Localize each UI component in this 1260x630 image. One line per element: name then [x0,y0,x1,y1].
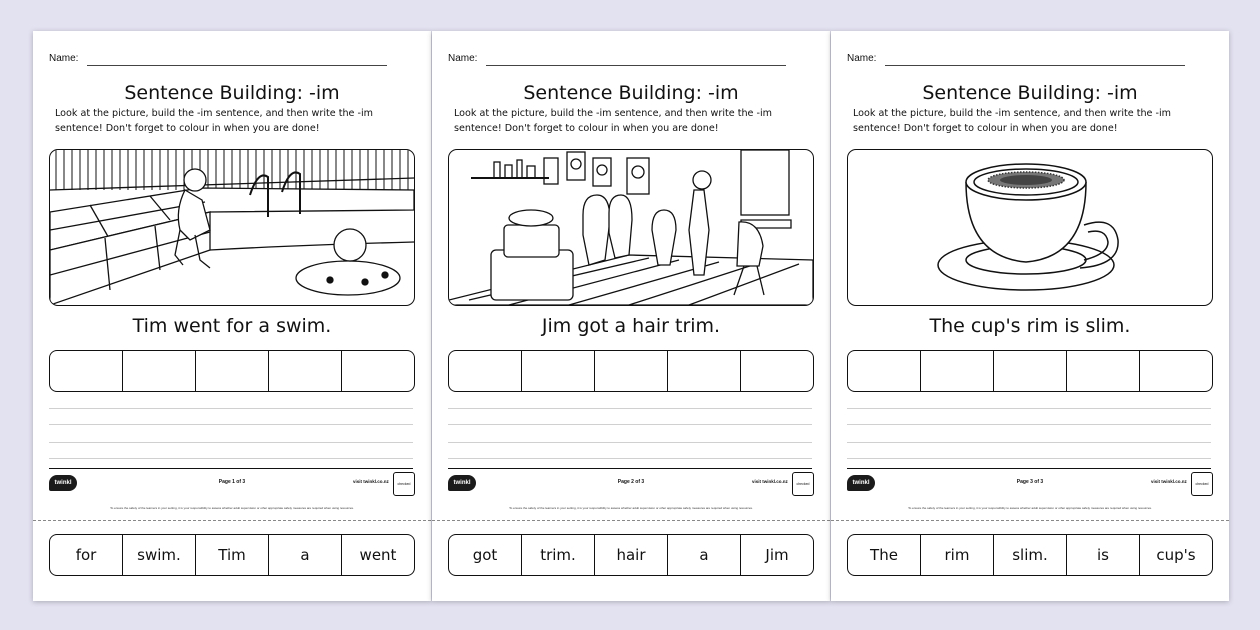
target-sentence: The cup's rim is slim. [929,315,1131,337]
writing-line[interactable] [448,408,812,409]
target-sentence: Tim went for a swim. [132,315,332,337]
twinkl-logo: twinkl [49,475,77,491]
target-sentence: Jim got a hair trim. [541,315,721,337]
writing-line[interactable] [49,424,413,425]
footer-divider [49,468,413,469]
page-number: Page 3 of 3 [1016,479,1044,485]
twinkl-logo: twinkl [847,475,875,491]
name-label: Name: [847,53,877,64]
word-card[interactable]: The [848,535,921,575]
cut-line [33,520,431,521]
sentence-build-boxes [448,350,814,392]
worksheet-page-1 [33,31,431,601]
pool-picture [49,149,415,306]
twinkl-logo: twinkl [448,475,476,491]
worksheet-title: Sentence Building: -im [523,82,739,104]
word-card[interactable]: a [269,535,342,575]
checked-badge: checked [1191,472,1213,496]
worksheet-title: Sentence Building: -im [922,82,1138,104]
checked-badge: checked [792,472,814,496]
word-card[interactable]: a [668,535,741,575]
visit-link[interactable]: visit twinkl.co.nz [752,479,788,484]
build-box[interactable] [196,351,269,391]
page-number: Page 2 of 3 [617,479,645,485]
writing-line[interactable] [847,424,1211,425]
writing-line[interactable] [847,408,1211,409]
safety-disclaimer: To ensure the safety of the learners in your setting, it is your responsibility to assess whether adult supervision or other appropriate safety measures are required when using resources. [110,506,354,510]
build-box[interactable] [668,351,741,391]
sentence-build-boxes [847,350,1213,392]
visit-link[interactable]: visit twinkl.co.nz [353,479,389,484]
word-card[interactable]: is [1067,535,1140,575]
footer-divider [847,468,1211,469]
build-box[interactable] [522,351,595,391]
name-field[interactable] [486,65,786,66]
build-box[interactable] [994,351,1067,391]
writing-line[interactable] [49,442,413,443]
word-card[interactable]: got [449,535,522,575]
coffee-cup-picture [847,149,1213,306]
writing-line[interactable] [847,458,1211,459]
build-box[interactable] [123,351,196,391]
word-cards [847,534,1213,576]
hair-salon-icon [449,150,813,305]
worksheet-page-3 [831,31,1229,601]
build-box[interactable] [269,351,342,391]
worksheet-page-2 [432,31,830,601]
word-card[interactable]: Jim [765,546,789,564]
cut-line [432,520,830,521]
word-card[interactable]: hair [595,535,668,575]
coffee-cup-icon [848,150,1212,305]
writing-line[interactable] [49,458,413,459]
word-card[interactable]: slim. [994,535,1067,575]
pool-icon [50,150,414,305]
instructions: Look at the picture, build the -im sentence, and then write the -im sentence! Don't forget to colour in when you are done! [454,108,772,134]
worksheet-title: Sentence Building: -im [124,82,340,104]
build-box[interactable] [1067,351,1140,391]
writing-line[interactable] [448,424,812,425]
name-field[interactable] [87,65,387,66]
visit-link[interactable]: visit twinkl.co.nz [1151,479,1187,484]
instructions: Look at the picture, build the -im sentence, and then write the -im sentence! Don't forget to colour in when you are done! [853,108,1171,134]
name-label: Name: [49,53,79,64]
name-field[interactable] [885,65,1185,66]
writing-line[interactable] [448,458,812,459]
build-box[interactable] [449,351,522,391]
cut-line [831,520,1229,521]
footer-divider [448,468,812,469]
safety-disclaimer: To ensure the safety of the learners in your setting, it is your responsibility to assess whether adult supervision or other appropriate safety measures are required when using resources. [509,506,753,510]
word-cards [448,534,814,576]
checked-badge: checked [393,472,415,496]
word-card[interactable]: swim. [123,535,196,575]
build-box[interactable] [342,351,414,391]
safety-disclaimer: To ensure the safety of the learners in your setting, it is your responsibility to assess whether adult supervision or other appropriate safety measures are required when using resources. [908,506,1152,510]
writing-line[interactable] [448,442,812,443]
word-card[interactable]: rim [921,535,994,575]
word-card[interactable]: went [359,546,397,564]
word-card[interactable]: Tim [196,535,269,575]
build-box[interactable] [50,351,123,391]
name-label: Name: [448,53,478,64]
build-box[interactable] [741,351,813,391]
instructions: Look at the picture, build the -im sentence, and then write the -im sentence! Don't forget to colour in when you are done! [55,108,373,134]
build-box[interactable] [921,351,994,391]
sentence-build-boxes [49,350,415,392]
writing-line[interactable] [49,408,413,409]
hair-salon-picture [448,149,814,306]
word-card[interactable]: trim. [522,535,595,575]
word-card[interactable]: for [50,535,123,575]
build-box[interactable] [1140,351,1212,391]
page-number: Page 1 of 3 [218,479,246,485]
build-box[interactable] [848,351,921,391]
writing-line[interactable] [847,442,1211,443]
word-card[interactable]: cup's [1156,546,1196,564]
build-box[interactable] [595,351,668,391]
word-cards [49,534,415,576]
